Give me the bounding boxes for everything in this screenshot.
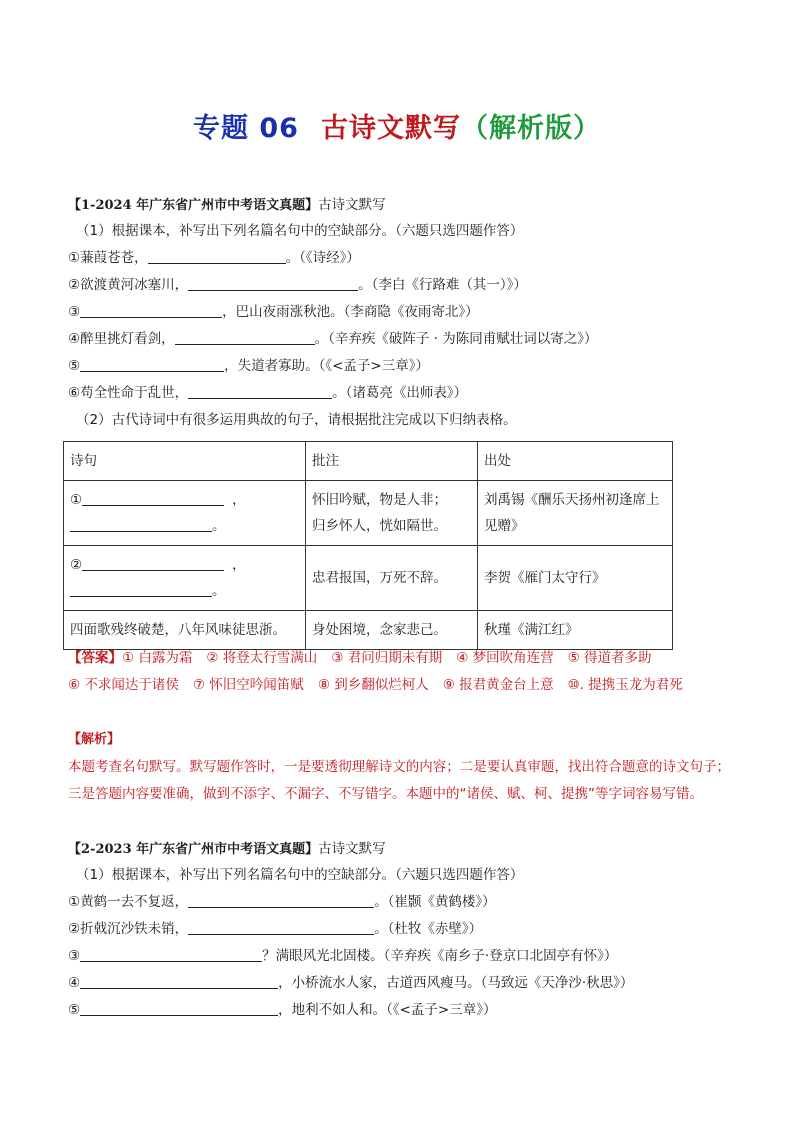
- q2-instruction-1: （1）根据课本，补写出下列名篇名句中的空缺部分。（六题只选四题作答）: [76, 867, 524, 883]
- answer-item: ⑤ 得道者多助: [567, 650, 652, 666]
- answer-item: ⑦ 怀旧空吟闻笛赋: [192, 677, 304, 693]
- q1-line-2-prefix: ②欲渡黄河冰塞川，: [68, 277, 189, 293]
- note-line: 归乡怀人，恍如隔世。: [312, 518, 447, 534]
- q1-line-2: [68, 276, 527, 294]
- table-header-cell: 诗句: [64, 442, 306, 481]
- q2-line-4: [68, 974, 633, 992]
- page-title: [0, 106, 794, 145]
- q2-blank-3[interactable]: [80, 947, 262, 962]
- q1-line-6-suffix: 。（诸葛亮《出师表》）: [332, 385, 468, 401]
- q2-line-5-prefix: ⑤: [68, 1002, 81, 1018]
- q2-topic: 古诗文默写: [318, 841, 386, 857]
- answer-label: 【答案】: [68, 650, 122, 666]
- answer-item: ④ 梦回吹角连营: [456, 650, 554, 666]
- q2-line-3-suffix: ？满眼风光北固楼。（辛弃疾《南乡子·登京口北固亭有怀》）: [262, 948, 618, 964]
- verse-punct: ，: [232, 557, 246, 573]
- q1-source-tag: 【1-2024 年广东省广州市中考语文真题】: [68, 198, 319, 213]
- answer-item: ⑥ 不求闻达于诸侯: [68, 677, 179, 693]
- answer-item: ② 将登太行雪满山: [206, 650, 318, 666]
- verse-punct: 。: [212, 583, 226, 599]
- q2-line-5-suffix: ，地利不如人和。（《<孟子>三章》）: [278, 1002, 497, 1018]
- q2-line-1-suffix: 。（崔颢《黄鹤楼》）: [374, 894, 496, 910]
- q1-instruction-1: （1）根据课本，补写出下列名篇名句中的空缺部分。（六题只选四题作答）: [76, 223, 524, 239]
- table-cell-verse: 四面歌残终破楚，八年风味徒思浙。: [64, 611, 306, 650]
- q1-line-6-prefix: ⑥苟全性命于乱世，: [68, 385, 189, 401]
- q1-line-6: [68, 384, 467, 402]
- table-cell-note: [306, 481, 478, 546]
- table-cell-source: 秋瑾《满江红》: [478, 611, 673, 650]
- q1-line-5-prefix: ⑤: [68, 358, 81, 374]
- q1-analysis-text: 本题考查名句默写。默写题作答时，一是要透彻理解诗文的内容；二是要认真审题，找出符合题意的诗文句子；三是答题内容要准确，做到不添字、不漏字、不写错字。本题中的“诸侯、赋、柯、提携”等字词容易写错。: [68, 759, 730, 802]
- verse-punct: 。: [212, 518, 226, 534]
- q1-line-5-suffix: ，失道者寡助。（《<孟子>三章》）: [224, 358, 429, 374]
- table-blank[interactable]: [82, 556, 224, 571]
- answer-item: ⑧ 到乡翻似烂柯人: [317, 677, 429, 693]
- q2-line-2-suffix: 。（杜牧《赤壁》）: [374, 921, 483, 937]
- q1-blank-1[interactable]: [148, 249, 286, 264]
- title-topic-name: 古诗文默写: [320, 113, 461, 144]
- table-cell-note: 身处困境，念家悲己。: [306, 611, 478, 650]
- table-header-cell: 批注: [306, 442, 478, 481]
- q1-blank-2[interactable]: [188, 276, 358, 291]
- q2-line-2-prefix: ②折戟沉沙铁未销，: [68, 921, 189, 937]
- table-row: [64, 611, 673, 650]
- table-blank[interactable]: [70, 582, 212, 597]
- q1-line-4-prefix: ④醉里挑灯看剑，: [68, 331, 175, 347]
- title-topic-number: 专题 06: [193, 113, 299, 144]
- answer-item: ① 白露为霜: [122, 650, 193, 666]
- q1-blank-6[interactable]: [188, 384, 332, 399]
- title-edition: （解析版）: [460, 113, 601, 144]
- q1-header: [68, 196, 386, 215]
- table-blank[interactable]: [82, 491, 224, 506]
- q1-analysis-label: 【解析】: [68, 732, 121, 747]
- table-row: [64, 481, 673, 546]
- q2-line-4-prefix: ④: [68, 975, 81, 991]
- q2-line-1-prefix: ①黄鹤一去不复返，: [68, 894, 189, 910]
- verse-number: ①: [70, 492, 83, 508]
- table-blank[interactable]: [70, 517, 212, 532]
- q2-blank-5[interactable]: [80, 1001, 278, 1016]
- q2-line-2: [68, 920, 482, 938]
- table-cell-note: 忠君报国，万死不辞。: [306, 546, 478, 611]
- answer-item: ⑩. 提携玉龙为君死: [567, 677, 683, 693]
- q1-instruction-2: （2）古代诗词中有很多运用典故的句子，请根据批注完成以下归纳表格。: [76, 412, 517, 428]
- verse-punct: ，: [232, 492, 246, 508]
- q2-line-1: [68, 893, 496, 911]
- q1-line-1: [68, 249, 360, 267]
- table-header-row: [64, 442, 673, 481]
- q1-line-5: [68, 357, 429, 375]
- q1-line-3-prefix: ③: [68, 304, 81, 320]
- table-header-cell: 出处: [478, 442, 673, 481]
- q2-line-4-suffix: ，小桥流水人家，古道西风瘦马。（马致远《天净沙·秋思》）: [278, 975, 634, 991]
- allusion-table: [63, 441, 673, 650]
- verse-number: ②: [70, 557, 83, 573]
- q2-line-3-prefix: ③: [68, 948, 81, 964]
- answer-item: ⑨ 报君黄金台上意: [442, 677, 554, 693]
- q1-answer: [68, 645, 728, 699]
- q1-line-1-suffix: 。（《诗经》）: [285, 250, 360, 266]
- table-row: [64, 546, 673, 611]
- table-cell-verse: [64, 546, 306, 611]
- q1-line-3-suffix: ，巴山夜雨涨秋池。（李商隐《夜雨寄北》）: [222, 304, 479, 320]
- q1-topic: 古诗文默写: [318, 197, 386, 213]
- q1-blank-4[interactable]: [175, 330, 315, 345]
- q1-line-2-suffix: 。（李白《行路难（其一）》）: [358, 277, 527, 293]
- q2-line-3: [68, 947, 617, 965]
- q1-blank-5[interactable]: [80, 357, 224, 372]
- table-cell-source: 李贺《雁门太守行》: [478, 546, 673, 611]
- q1-blank-3[interactable]: [80, 303, 222, 318]
- table-cell-verse: [64, 481, 306, 546]
- q1-line-4-suffix: 。（辛弃疾《破阵子 · 为陈同甫赋壮词以寄之》）: [314, 331, 598, 347]
- note-line: 怀旧吟赋，物是人非；: [312, 492, 447, 508]
- q2-line-5: [68, 1001, 496, 1019]
- q2-blank-1[interactable]: [188, 893, 374, 908]
- q1-line-1-prefix: ①蒹葭苍苍，: [68, 250, 148, 266]
- table-cell-source: 刘禹锡《酬乐天扬州初逢席上见赠》: [478, 481, 673, 546]
- q2-blank-4[interactable]: [80, 974, 278, 989]
- answer-item: ③ 君问归期未有期: [331, 650, 443, 666]
- q1-line-3: [68, 303, 479, 321]
- q2-header: [68, 840, 386, 859]
- q2-source-tag: 【2-2023 年广东省广州市中考语文真题】: [68, 842, 319, 857]
- q2-blank-2[interactable]: [188, 920, 374, 935]
- q1-line-4: [68, 330, 597, 348]
